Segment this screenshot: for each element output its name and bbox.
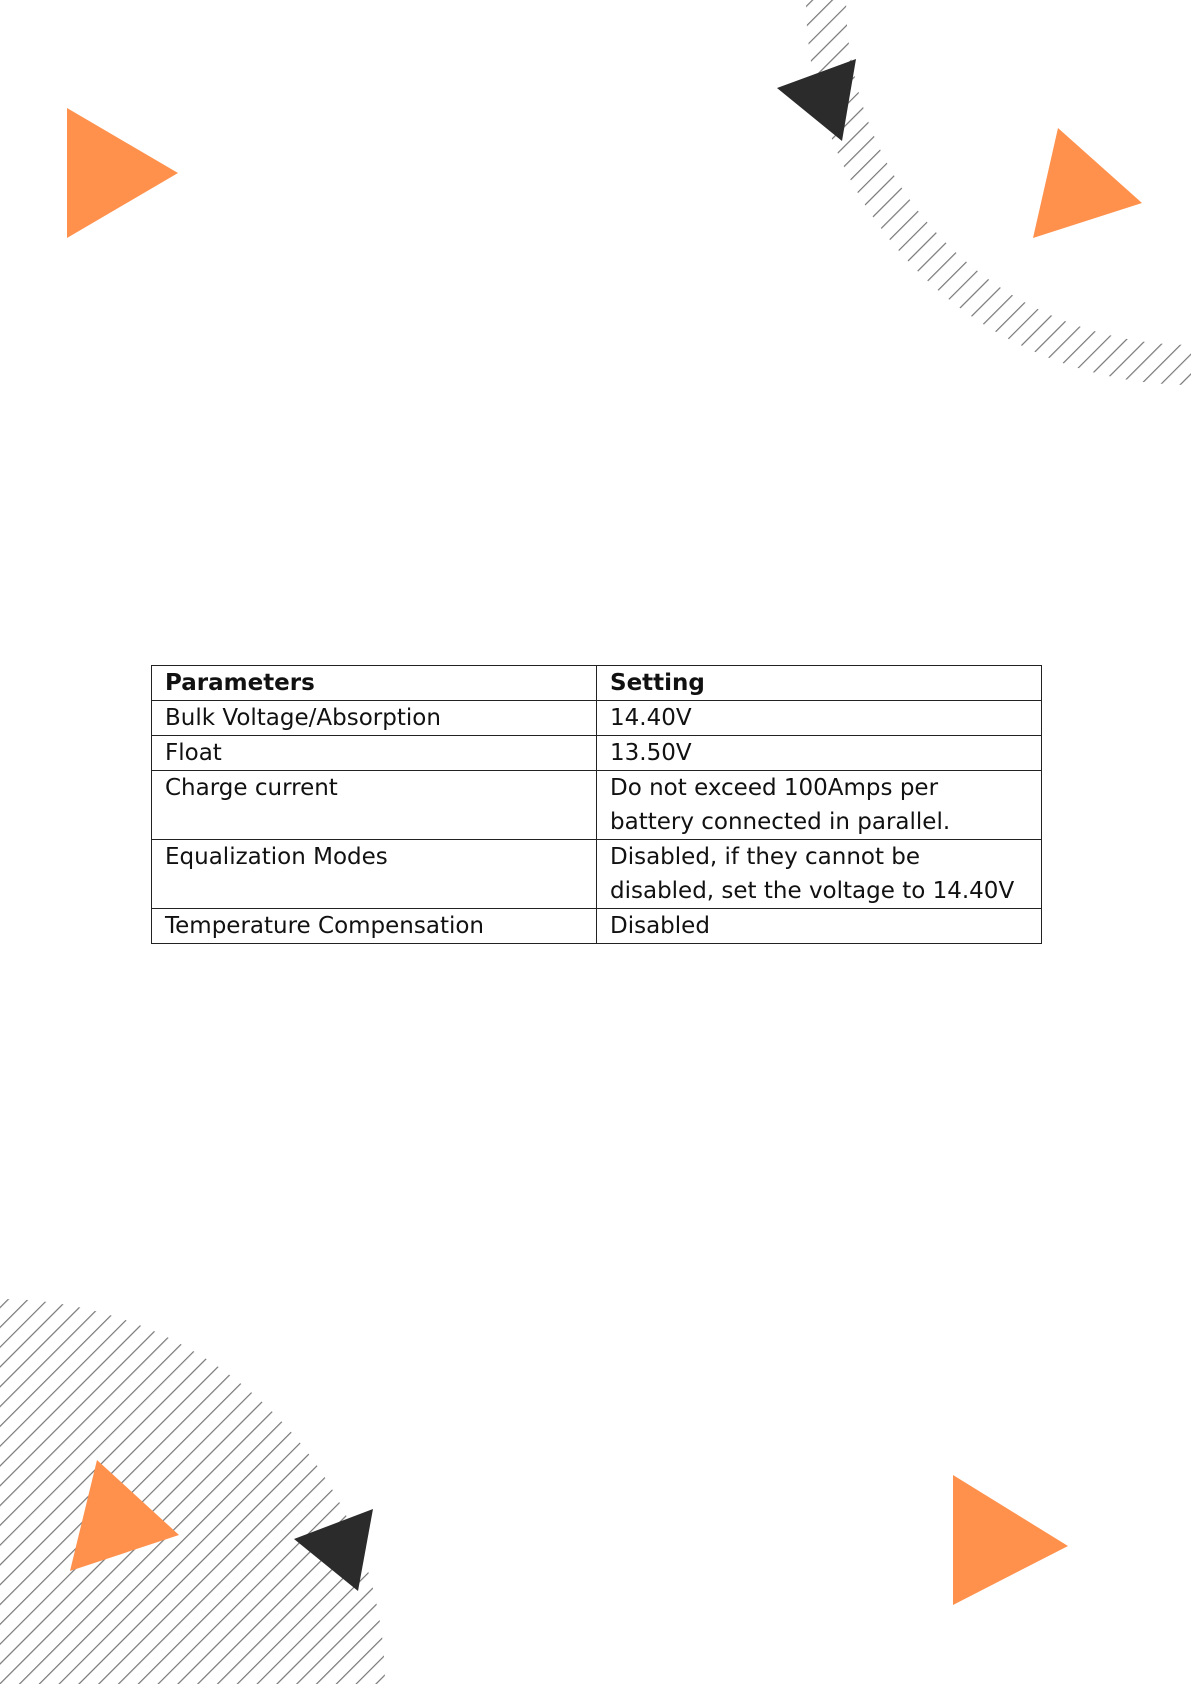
hatch-inner-mask-top-right — [846, 0, 1191, 345]
orange-triangle-top-right — [1033, 128, 1142, 238]
setting-cell: Disabled — [597, 909, 1042, 944]
orange-triangle-bottom-right — [953, 1475, 1068, 1605]
setting-cell: 14.40V — [597, 701, 1042, 736]
setting-cell: 13.50V — [597, 736, 1042, 771]
hatched-circle-top-right — [700, 0, 1191, 400]
table-header-row — [152, 666, 1042, 701]
parameter-cell: Charge current — [152, 771, 597, 840]
setting-cell: Disabled, if they cannot be disabled, set the voltage to 14.40V — [597, 840, 1042, 909]
table-row — [152, 701, 1042, 736]
table-row — [152, 736, 1042, 771]
dark-triangle-top-right — [777, 59, 856, 141]
parameter-cell: Bulk Voltage/Absorption — [152, 701, 597, 736]
column-header-parameters: Parameters — [152, 666, 597, 701]
table-row — [152, 909, 1042, 944]
dark-triangle-bottom-left — [294, 1509, 373, 1591]
orange-triangle-bottom-left — [70, 1460, 179, 1571]
battery-settings-table — [151, 665, 1042, 944]
parameter-cell: Float — [152, 736, 597, 771]
parameter-cell: Temperature Compensation — [152, 909, 597, 944]
column-header-setting: Setting — [597, 666, 1042, 701]
table-row — [152, 840, 1042, 909]
orange-triangle-top-left — [67, 108, 178, 238]
hatched-circle-bottom-left — [0, 1280, 400, 1684]
parameter-cell: Equalization Modes — [152, 840, 597, 909]
setting-cell: Do not exceed 100Amps per battery connected in parallel. — [597, 771, 1042, 840]
table-row — [152, 771, 1042, 840]
